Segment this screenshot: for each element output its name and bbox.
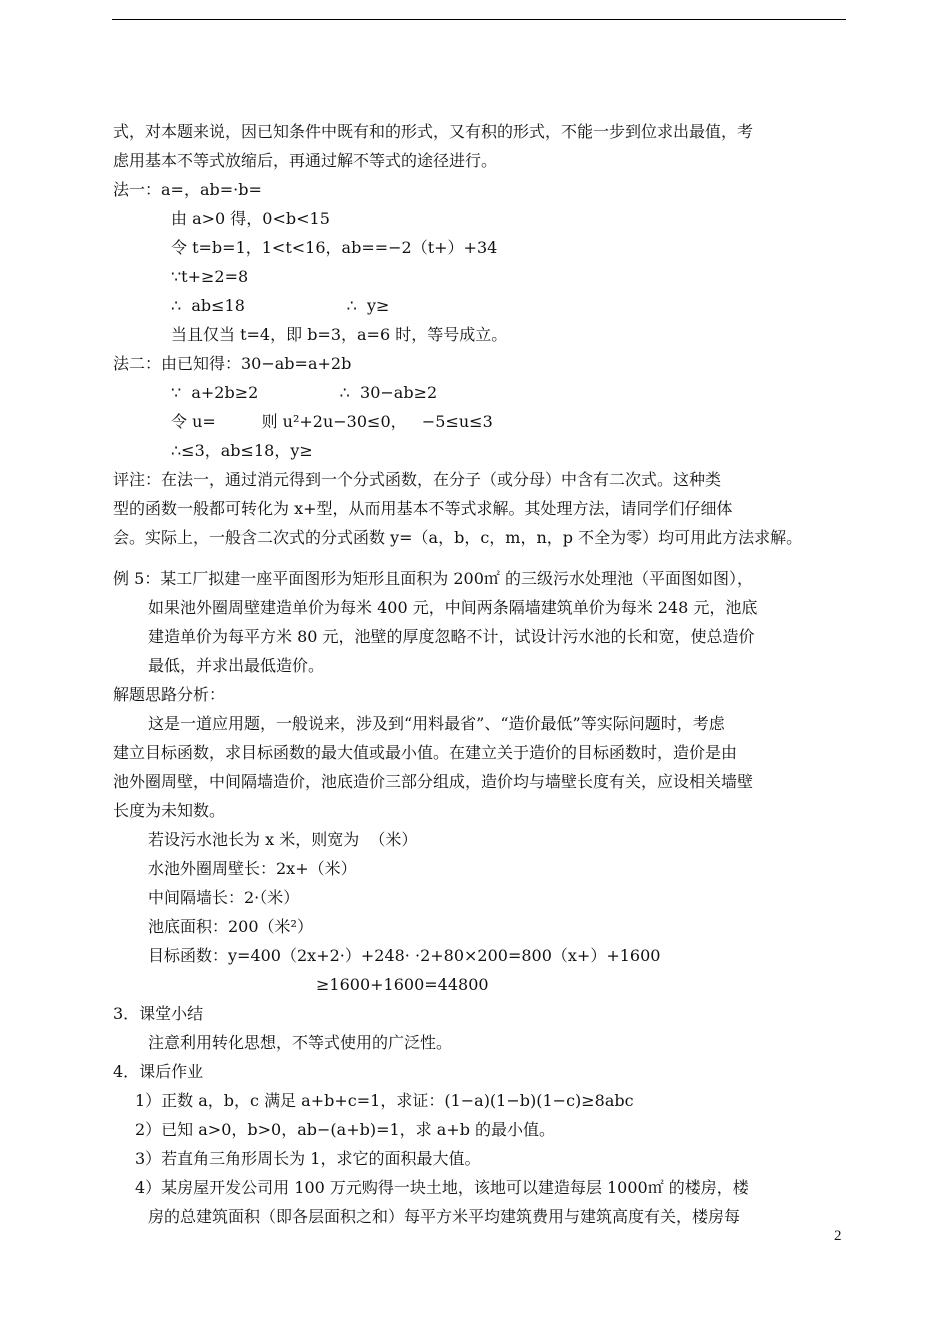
analysis-line: 长度为未知数。	[113, 801, 226, 820]
comment-line: 型的函数一般都可转化为 x+型，从而用基本不等式求解。其处理方法，请同学们仔细体	[113, 499, 733, 518]
section-homework-heading: 4．课后作业	[113, 1062, 204, 1081]
math-line: ∴ ab≤18 ∴ y≥	[171, 296, 390, 315]
example-line: 最低，并求出最低造价。	[148, 656, 325, 675]
math-line: ∵ a+2b≥2 ∴ 30−ab≥2	[171, 383, 438, 402]
homework-item: 1）正数 a，b，c 满足 a+b+c=1，求证：(1−a)(1−b)(1−c)≥8abc	[135, 1091, 634, 1110]
setup-line: 池底面积：200（米²）	[148, 917, 313, 936]
analysis-line: 池外圈周壁，中间隔墙造价，池底造价三部分组成，造价均与墙壁长度有关，应设相关墙壁	[113, 772, 754, 791]
homework-item: 3）若直角三角形周长为 1，求它的面积最大值。	[135, 1149, 481, 1168]
setup-line: 中间隔墙长：2·（米）	[148, 888, 300, 907]
paragraph-gap	[113, 552, 849, 564]
section-summary-heading: 3．课堂小结	[113, 1004, 204, 1023]
example-line: 建造单价为每平方米 80 元，池壁的厚度忽略不计，试设计污水池的长和宽，使总造价	[148, 627, 755, 646]
analysis-line: 建立目标函数，求目标函数的最大值或最小值。在建立关于造价的目标函数时，造价是由	[113, 743, 738, 762]
setup-line: 若设污水池长为 x 米，则宽为 （米）	[148, 830, 418, 849]
math-line: 令 t=b=1，1<t<16，ab==−2（t+）+34	[171, 238, 498, 257]
math-line: 当且仅当 t=4，即 b=3，a=6 时，等号成立。	[171, 325, 508, 344]
summary-line: 注意利用转化思想，不等式使用的广泛性。	[148, 1033, 453, 1052]
text-line: 虑用基本不等式放缩后，再通过解不等式的途径进行。	[113, 151, 498, 170]
document-body	[113, 117, 849, 1231]
comment-line: 评注：在法一，通过消元得到一个分式函数，在分子（或分母）中含有二次式。这种类	[113, 470, 722, 489]
homework-item: 4）某房屋开发公司用 100 万元购得一块土地，该地可以建造每层 1000㎡ 的楼房，楼	[135, 1178, 749, 1197]
method-two-heading: 法二：由已知得：30−ab=a+2b	[113, 354, 352, 373]
math-line: 令 u= 则 u²+2u−30≤0， −5≤u≤3	[171, 412, 493, 431]
analysis-line: 这是一道应用题，一般说来，涉及到“用料最省”、“造价最低”等实际问题时，考虑	[148, 714, 725, 733]
math-line: ∵t+≥2=8	[171, 267, 249, 286]
objective-function-line: 目标函数：y=400（2x+2·）+248· ·2+80×200=800（x+）+1600	[148, 946, 661, 965]
homework-item-continued: 房的总建筑面积（即各层面积之和）每平方米平均建筑费用与建筑高度有关，楼房每	[148, 1207, 741, 1226]
homework-item: 2）已知 a>0，b>0，ab−(a+b)=1，求 a+b 的最小值。	[135, 1120, 556, 1139]
setup-line: 水池外圈周壁长：2x+（米）	[148, 859, 357, 878]
objective-result-line: ≥1600+1600=44800	[316, 975, 489, 994]
comment-line: 会。实际上，一般含二次式的分式函数 y=（a，b，c，m，n，p 不全为零）均可用此方法求解。	[113, 528, 803, 547]
example-line: 如果池外圈周壁建造单价为每米 400 元，中间两条隔墙建筑单价为每米 248 元，池底	[148, 598, 758, 617]
text-line: 式，对本题来说，因已知条件中既有和的形式，又有积的形式，不能一步到位求出最值，考	[113, 122, 754, 141]
analysis-heading: 解题思路分析：	[113, 685, 226, 704]
math-line: 由 a>0 得，0<b<15	[171, 209, 330, 228]
page-number: 2	[834, 1228, 842, 1244]
method-one-heading: 法一：a=，ab=·b=	[113, 180, 262, 199]
math-line: ∴≤3，ab≤18，y≥	[171, 441, 313, 460]
example-five-heading: 例 5：某工厂拟建一座平面图形为矩形且面积为 200㎡ 的三级污水处理池（平面图如图），	[113, 569, 753, 588]
header-rule	[112, 19, 846, 20]
